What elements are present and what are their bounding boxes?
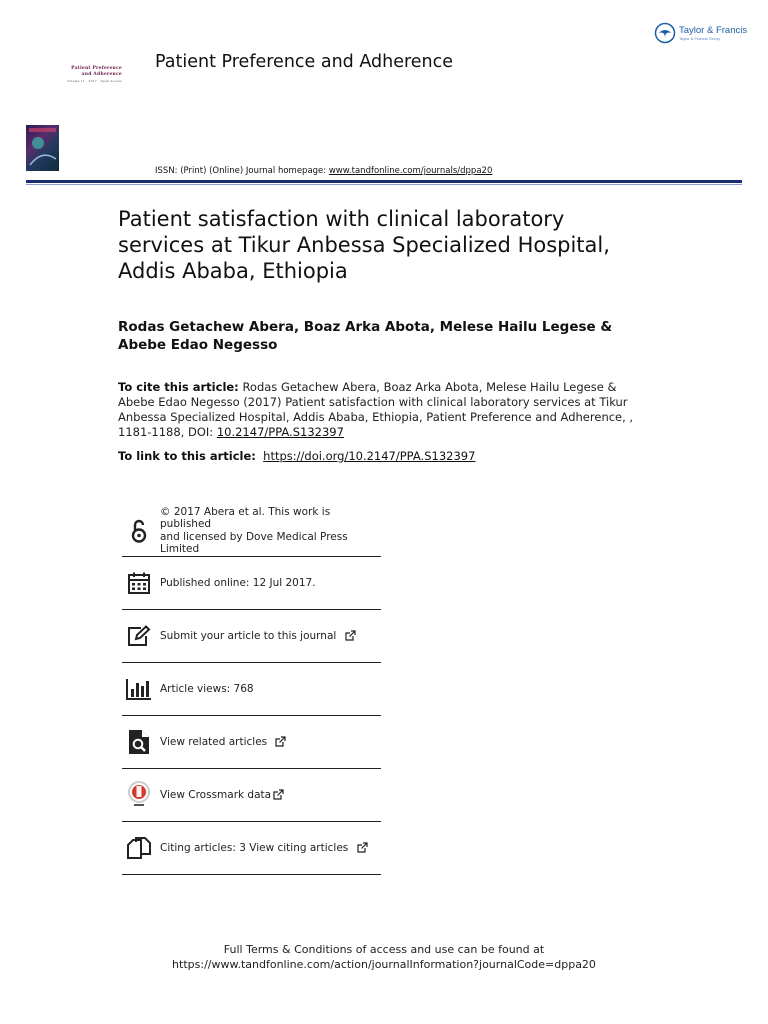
cite-text: Rodas Getachew Abera, Boaz Arka Abota, Melese Hailu Legese & Abebe Edao Negesso (2017) Patient satisfaction with clinical laboratory services at Tikur Anbessa Specialized Hospital, Addis Ababa, Ethiopia, Patient Preference and Adherence, , 1181-1188, DOI: — [118, 380, 634, 439]
footer-terms-url[interactable]: https://www.tandfonline.com/action/journalInformation?journalCode=dppa20 — [172, 958, 596, 971]
journal-logo-line2: and Adherence — [81, 71, 122, 77]
bar-chart-icon — [126, 676, 152, 702]
header-rule-thin — [26, 184, 742, 185]
edit-icon — [126, 623, 152, 649]
citing-articles-link[interactable]: Citing articles: 3 View citing articles — [160, 841, 349, 854]
article-authors: Rodas Getachew Abera, Boaz Arka Abota, Melese Hailu Legese & Abebe Edao Negesso — [118, 319, 613, 353]
crossmark-row[interactable] — [122, 769, 381, 822]
external-link-icon — [273, 789, 284, 800]
external-link-icon — [275, 736, 286, 747]
article-title: Patient satisfaction with clinical laboratory services at Tikur Anbessa Specialized Hospital, Addis Ababa, Ethiopia — [118, 207, 610, 283]
journal-logo-line1: Patient Preference — [71, 66, 122, 71]
journal-cover-image — [26, 125, 59, 171]
journal-homepage-link[interactable]: www.tandfonline.com/journals/dppa20 — [328, 166, 493, 176]
journal-logo — [48, 66, 122, 85]
related-row[interactable] — [122, 716, 381, 769]
views-row — [122, 663, 381, 716]
citing-row[interactable] — [122, 822, 381, 875]
open-access-icon — [126, 518, 152, 544]
license-line2: and licensed by Dove Medical Press Limited — [160, 530, 348, 555]
related-articles-link[interactable]: View related articles — [160, 735, 268, 748]
article-url-link[interactable]: https://doi.org/10.2147/PPA.S132397 — [263, 449, 476, 463]
footer — [0, 942, 768, 972]
footer-line1: Full Terms & Conditions of access and use can be found at — [223, 943, 545, 956]
related-articles-icon — [126, 729, 152, 755]
cover-art-icon — [26, 125, 59, 171]
publisher-name: Taylor & Francis — [679, 24, 748, 36]
citation-block — [118, 380, 638, 440]
published-date: Published online: 12 Jul 2017. — [160, 576, 316, 589]
article-info-list — [122, 505, 381, 875]
submit-row[interactable] — [122, 610, 381, 663]
header-rule — [26, 180, 742, 183]
publisher-logo[interactable] — [654, 22, 747, 44]
crossmark-icon — [126, 782, 152, 808]
issn-text: ISSN: (Print) (Online) Journal homepage: — [155, 166, 329, 176]
journal-logo-line3: Volume 11 · 2017 · Open Access — [67, 79, 122, 83]
calendar-icon — [126, 570, 152, 596]
external-link-icon — [357, 842, 368, 853]
publisher-logo-icon — [654, 22, 676, 44]
link-label: To link to this article: — [118, 449, 256, 463]
license-row[interactable] — [122, 505, 381, 557]
cite-label: To cite this article: — [118, 380, 239, 394]
crossmark-link[interactable]: View Crossmark data — [160, 788, 272, 801]
article-views: Article views: 768 — [160, 682, 254, 695]
publisher-sub: Taylor & Francis Group — [679, 35, 720, 41]
link-block — [118, 449, 638, 464]
doi-link[interactable]: 10.2147/PPA.S132397 — [216, 425, 344, 439]
citing-articles-icon — [126, 835, 152, 861]
issn-line — [155, 166, 492, 176]
license-line1: © 2017 Abera et al. This work is published — [160, 505, 331, 530]
published-row — [122, 557, 381, 610]
journal-title[interactable]: Patient Preference and Adherence — [155, 52, 454, 72]
external-link-icon — [345, 630, 356, 641]
submit-link[interactable]: Submit your article to this journal — [160, 629, 337, 642]
